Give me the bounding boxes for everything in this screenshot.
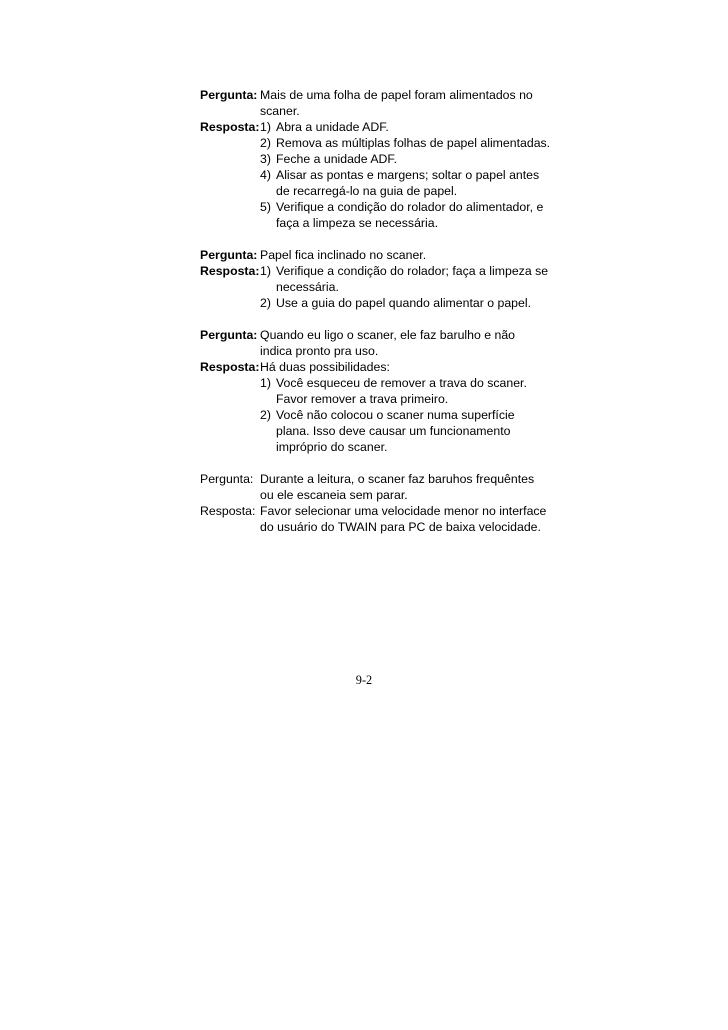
question-label: Pergunta: xyxy=(200,328,258,342)
answer-text: Favor selecionar uma velocidade menor no interface do usuário do TWAIN para PC de baixa velocidade. xyxy=(260,504,547,534)
step-number: 1) xyxy=(260,376,271,390)
answer-label: Resposta: xyxy=(200,360,260,374)
question-label: Pergunta: xyxy=(200,88,258,102)
answer-step xyxy=(260,375,600,407)
faq-item xyxy=(200,87,600,231)
answer-row xyxy=(200,359,600,375)
question-label: Pergunta: xyxy=(200,248,258,262)
faq-item xyxy=(200,327,600,455)
step-number: 5) xyxy=(260,200,271,214)
question-text: Quando eu ligo o scaner, ele faz barulho e não indica pronto pra uso. xyxy=(260,328,516,358)
answer-steps xyxy=(260,375,600,455)
question-row xyxy=(200,247,600,263)
answer-row xyxy=(200,263,600,311)
answer-steps xyxy=(260,119,600,231)
answer-label: Resposta: xyxy=(200,504,256,518)
answer-label: Resposta: xyxy=(200,264,260,278)
question-row xyxy=(200,327,600,359)
question-label: Pergunta: xyxy=(200,472,254,486)
step-number: 3) xyxy=(260,152,271,166)
step-number: 2) xyxy=(260,136,271,150)
step-number: 1) xyxy=(260,120,271,134)
answer-step xyxy=(260,295,600,311)
faq-content xyxy=(200,87,600,535)
step-text: Feche a unidade ADF. xyxy=(276,152,397,166)
page-number: 9-2 xyxy=(355,673,373,687)
step-number: 4) xyxy=(260,168,271,182)
answer-steps xyxy=(260,263,600,311)
answer-steps-row xyxy=(200,375,600,455)
step-number: 2) xyxy=(260,408,271,422)
question-text: Durante a leitura, o scaner faz baruhos frequêntes ou ele escaneia sem parar. xyxy=(260,472,535,502)
answer-step xyxy=(260,407,600,455)
faq-item xyxy=(200,247,600,311)
answer-step xyxy=(260,263,600,295)
answer-label: Resposta: xyxy=(200,120,260,134)
step-text: Alisar as pontas e margens; soltar o papel antes de recarregá-lo na guia de papel. xyxy=(276,168,540,198)
answer-step xyxy=(260,151,600,167)
answer-row xyxy=(200,119,600,231)
step-text: Verifique a condição do rolador do alimentador, e faça a limpeza se necessária. xyxy=(276,200,544,230)
step-number: 1) xyxy=(260,264,271,278)
step-text: Abra a unidade ADF. xyxy=(276,120,389,134)
answer-step xyxy=(260,199,600,231)
question-row xyxy=(200,87,600,119)
step-number: 2) xyxy=(260,296,271,310)
answer-step xyxy=(260,135,600,151)
answer-row xyxy=(200,503,600,535)
question-text: Papel fica inclinado no scaner. xyxy=(260,248,427,262)
answer-intro: Há duas possibilidades: xyxy=(260,360,390,374)
step-text: Use a guia do papel quando alimentar o papel. xyxy=(276,296,532,310)
answer-step xyxy=(260,167,600,199)
question-row xyxy=(200,471,600,503)
faq-item xyxy=(200,471,600,535)
step-text: Verifique a condição do rolador; faça a limpeza se necessária. xyxy=(276,264,549,294)
step-text: Você não colocou o scaner numa superfície plana. Isso deve causar um funcionamento impróprio do scaner. xyxy=(276,408,515,454)
step-text: Você esqueceu de remover a trava do scaner. Favor remover a trava primeiro. xyxy=(276,376,527,406)
question-text: Mais de uma folha de papel foram alimentados no scaner. xyxy=(260,88,533,118)
step-text: Remova as múltiplas folhas de papel alimentadas. xyxy=(276,136,551,150)
answer-step xyxy=(260,119,600,135)
